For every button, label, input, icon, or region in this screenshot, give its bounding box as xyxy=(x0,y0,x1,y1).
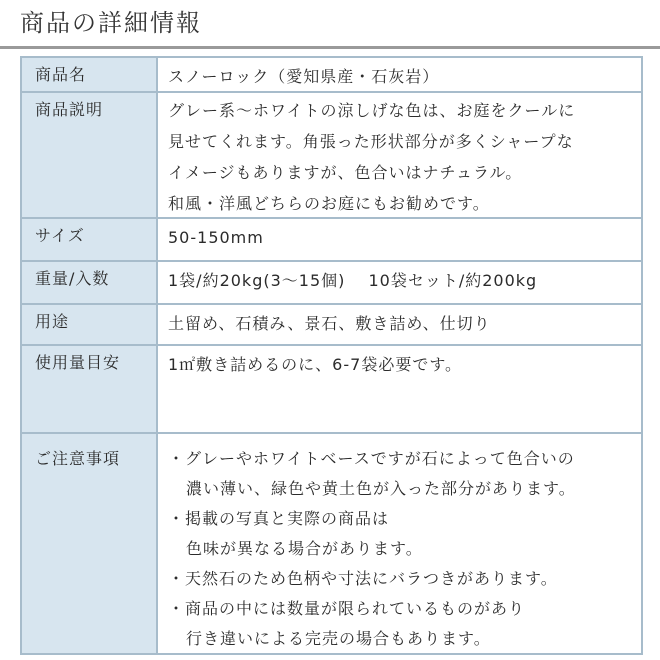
note-line: ・グレーやホワイトベースですが石によって色合いの xyxy=(168,449,575,468)
note-line: ・商品の中には数量が限られているものがあり xyxy=(168,599,526,618)
description-line: 和風・洋風どちらのお庭にもお勧めです。 xyxy=(168,194,490,213)
note-line: ・掲載の写真と実際の商品は xyxy=(168,509,390,528)
description-line: イメージもありますが、色合いはナチュラル。 xyxy=(168,163,523,182)
description-line: 見せてくれます。角張った形状部分が多くシャープな xyxy=(168,132,574,151)
label-notes: ご注意事項 xyxy=(22,434,158,653)
label-size: サイズ xyxy=(22,219,158,262)
size-text: 50-150mm xyxy=(168,228,264,247)
label-amount-guide: 使用量目安 xyxy=(22,346,158,434)
page-title: 商品の詳細情報 xyxy=(20,9,202,37)
note-line: 行き違いによる完売の場合もあります。 xyxy=(186,629,491,648)
product-name-text: スノーロック（愛知県産・石灰岩） xyxy=(168,67,440,86)
label-product-name: 商品名 xyxy=(22,58,158,93)
label-description: 商品説明 xyxy=(22,93,158,219)
value-product-name xyxy=(158,58,641,93)
usage-text: 土留め、石積み、景石、敷き詰め、仕切り xyxy=(168,314,491,333)
label-weight-quantity: 重量/入数 xyxy=(22,262,158,305)
note-line: ・天然石のため色柄や寸法にバラつきがあります。 xyxy=(168,569,558,588)
value-notes xyxy=(158,434,641,653)
value-weight-quantity xyxy=(158,262,641,305)
value-amount-guide xyxy=(158,346,641,434)
weight-quantity-text: 1袋/約20kg(3〜15個) 10袋セット/約200kg xyxy=(168,271,538,290)
value-usage xyxy=(158,305,641,346)
label-usage: 用途 xyxy=(22,305,158,346)
value-description xyxy=(158,93,641,219)
title-divider xyxy=(0,46,660,49)
note-line: 色味が異なる場合があります。 xyxy=(186,539,423,558)
note-line: 濃い薄い、緑色や黄土色が入った部分があります。 xyxy=(186,479,576,498)
product-spec-table xyxy=(20,56,643,655)
amount-guide-text: 1㎡敷き詰めるのに、6-7袋必要です。 xyxy=(168,355,463,374)
description-line: グレー系〜ホワイトの涼しげな色は、お庭をクールに xyxy=(168,101,576,120)
value-size xyxy=(158,219,641,262)
